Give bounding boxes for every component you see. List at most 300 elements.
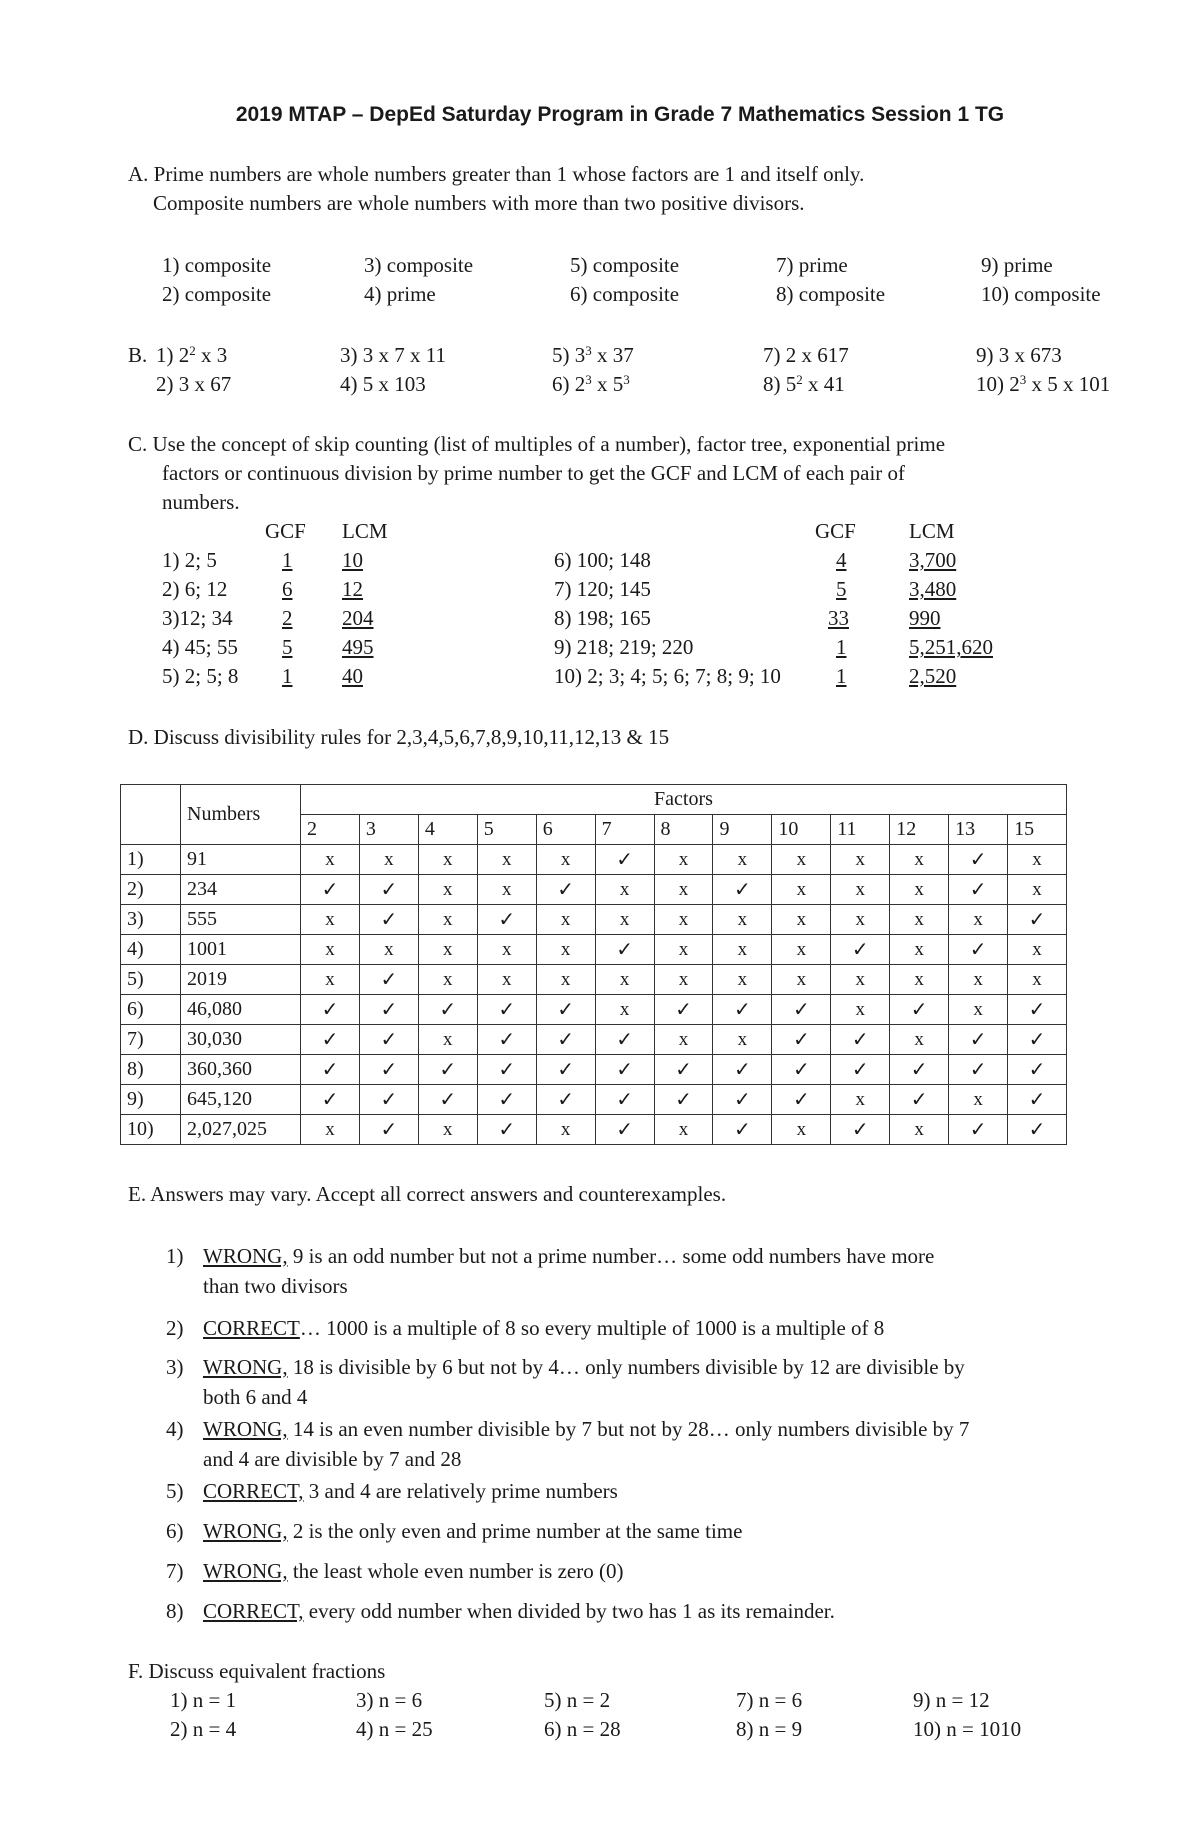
not-divisible-cell [418,1025,477,1055]
section-f-answer: 6) n = 28 [544,1717,621,1741]
check-mark-icon: ✓ [969,939,987,961]
x-mark-icon: x [619,969,630,990]
x-mark-icon: x [325,1119,335,1140]
answer-explanation-continued: both 6 and 4 [203,1385,308,1409]
section-b-answer-8: 8) $5^2$ x 41 [763,372,845,396]
lcm-value: 12 [342,577,363,601]
factor-header-cell: 2 [301,815,360,845]
divisible-check-cell [654,1055,713,1085]
gcf-question: 4) 45; 55 [162,635,238,659]
lcm-value: 990 [909,606,941,630]
divisible-check-cell [536,875,595,905]
table-row [121,1085,1067,1115]
check-mark-icon: ✓ [851,1029,869,1051]
x-mark-icon: x [560,1119,571,1140]
divisible-check-cell [359,965,418,995]
factor-header-cell: 6 [536,815,595,845]
divisible-check-cell [949,935,1008,965]
x-mark-icon: x [737,939,748,960]
check-mark-icon: ✓ [969,1029,987,1051]
not-divisible-cell [536,1115,595,1145]
section-a-answer: 6) composite [570,282,680,306]
divisibility-table [120,784,1067,1145]
divisible-check-cell [595,935,654,965]
not-divisible-cell [1008,845,1067,875]
section-b-answer-3: 3) 3 x 7 x 11 [340,343,446,367]
answer-key: WRONG, [203,1244,288,1268]
not-divisible-cell [595,875,654,905]
x-mark-icon: x [855,1089,865,1110]
not-divisible-cell [772,905,831,935]
not-divisible-cell [1008,935,1067,965]
not-divisible-cell [890,875,949,905]
x-mark-icon: x [325,849,335,870]
row-index-cell: 5) [121,965,181,995]
x-mark-icon: x [619,879,630,900]
x-mark-icon: x [855,969,865,990]
divisible-check-cell [477,1085,536,1115]
check-mark-icon: ✓ [734,879,751,901]
not-divisible-cell [418,905,477,935]
answer-key: CORRECT [203,1316,300,1340]
not-divisible-cell [418,1115,477,1145]
table-row [121,1115,1067,1145]
x-mark-icon: x [796,909,807,930]
gcf-value: 5 [282,635,293,659]
section-a-answer: 8) composite [776,282,886,306]
not-divisible-cell [301,1115,360,1145]
not-divisible-cell [418,965,477,995]
row-index-cell: 4) [121,935,181,965]
x-mark-icon: x [325,909,335,930]
section-e-item-number: 1) [166,1244,184,1268]
section-f-answer: 2) n = 4 [170,1717,237,1741]
divisible-check-cell [772,1055,831,1085]
divisible-check-cell [831,1025,890,1055]
not-divisible-cell [772,1115,831,1145]
not-divisible-cell [536,905,595,935]
divisible-check-cell [301,875,360,905]
not-divisible-cell [949,995,1008,1025]
table-row [121,965,1067,995]
check-mark-icon: ✓ [675,1089,692,1111]
section-f-answer: 5) n = 2 [544,1688,611,1712]
section-e-item [203,1516,742,1546]
x-mark-icon: x [678,969,689,990]
check-mark-icon: ✓ [734,999,751,1021]
gcf-value: 1 [282,664,293,688]
check-mark-icon: ✓ [675,999,692,1021]
not-divisible-cell [831,1085,890,1115]
not-divisible-cell [654,935,713,965]
not-divisible-cell [831,845,890,875]
x-mark-icon: x [384,849,394,870]
lcm-value: 10 [342,548,363,572]
gcf-question: 8) 198; 165 [554,606,651,630]
table-corner-cell [121,785,181,845]
divisible-check-cell [772,995,831,1025]
section-e-item-number: 5) [166,1479,184,1503]
answer-explanation-continued: than two divisors [203,1274,348,1298]
x-mark-icon: x [501,939,512,960]
divisible-check-cell [536,1085,595,1115]
divisible-check-cell [1008,995,1067,1025]
x-mark-icon: x [384,939,394,960]
check-mark-icon: ✓ [557,879,575,901]
divisible-check-cell [1008,1085,1067,1115]
not-divisible-cell [890,905,949,935]
check-mark-icon: ✓ [380,1119,398,1141]
answer-explanation-continued: and 4 are divisible by 7 and 28 [203,1447,462,1471]
section-e-intro: E. Answers may vary. Accept all correct answers and counterexamples. [128,1182,727,1206]
not-divisible-cell [890,845,949,875]
divisible-check-cell [831,1055,890,1085]
not-divisible-cell [477,965,536,995]
check-mark-icon: ✓ [498,909,516,931]
divisible-check-cell [1008,1055,1067,1085]
x-mark-icon: x [737,849,748,870]
divisible-check-cell [359,1055,418,1085]
gcf-value: 6 [282,577,293,601]
not-divisible-cell [831,875,890,905]
x-mark-icon: x [914,1119,924,1140]
section-e-item [203,1414,969,1444]
section-b-answer-9: 9) 3 x 673 [976,343,1062,367]
gcf-question: 7) 120; 145 [554,577,651,601]
check-mark-icon: ✓ [380,879,398,901]
x-mark-icon: x [443,1029,453,1050]
divisible-check-cell [1008,905,1067,935]
check-mark-icon: ✓ [439,1089,457,1111]
check-mark-icon: ✓ [910,1089,928,1111]
section-f-answer: 9) n = 12 [913,1688,990,1712]
gcf-value: 33 [828,606,849,630]
section-a-answer: 4) prime [364,282,436,306]
divisible-check-cell [1008,1025,1067,1055]
x-mark-icon: x [325,939,335,960]
gcf-question: 6) 100; 148 [554,548,651,572]
x-mark-icon: x [1032,879,1042,900]
lcm-value: 40 [342,664,363,688]
x-mark-icon: x [443,969,453,990]
row-index-cell: 9) [121,1085,181,1115]
divisible-check-cell [301,1025,360,1055]
factor-header-cell: 3 [359,815,418,845]
x-mark-icon: x [443,879,453,900]
answer-explanation: 18 is divisible by 6 but not by 4… only numbers divisible by 12 are divisible by [287,1355,965,1379]
page-title: 2019 MTAP – DepEd Saturday Program in Grade 7 Mathematics Session 1 TG [235,103,1005,126]
not-divisible-cell [713,905,772,935]
not-divisible-cell [949,1085,1008,1115]
not-divisible-cell [477,935,536,965]
x-mark-icon: x [737,1029,748,1050]
check-mark-icon: ✓ [1028,1089,1046,1111]
divisible-check-cell [713,875,772,905]
section-e-item-number: 2) [166,1316,184,1340]
factor-header-cell: 5 [477,815,536,845]
x-mark-icon: x [914,879,924,900]
not-divisible-cell [890,965,949,995]
x-mark-icon: x [914,939,924,960]
x-mark-icon: x [325,969,335,990]
table-row [121,995,1067,1025]
divisible-check-cell [890,995,949,1025]
not-divisible-cell [713,965,772,995]
answer-key: CORRECT, [203,1599,304,1623]
divisible-check-cell [595,845,654,875]
number-cell: 645,120 [181,1085,301,1115]
divisible-check-cell [359,905,418,935]
x-mark-icon: x [973,969,983,990]
check-mark-icon: ✓ [792,1089,810,1111]
section-b-answer-10: 10) $2^3$ x 5 x 101 [976,372,1111,396]
not-divisible-cell [713,935,772,965]
lcm-value: 2,520 [909,664,957,688]
lcm-header-right: LCM [909,519,955,543]
not-divisible-cell [831,905,890,935]
numbers-header: Numbers [181,785,301,845]
section-a-answer: 3) composite [364,253,474,277]
table-row [121,1025,1067,1055]
not-divisible-cell [301,935,360,965]
not-divisible-cell [359,845,418,875]
number-cell: 91 [181,845,301,875]
not-divisible-cell [772,935,831,965]
x-mark-icon: x [560,909,571,930]
divisible-check-cell [359,875,418,905]
divisible-check-cell [359,1085,418,1115]
x-mark-icon: x [855,909,865,930]
not-divisible-cell [301,965,360,995]
x-mark-icon: x [501,849,512,870]
divisible-check-cell [595,1085,654,1115]
section-e-item-number: 3) [166,1355,184,1379]
check-mark-icon: ✓ [557,1089,575,1111]
x-mark-icon: x [1032,849,1042,870]
not-divisible-cell [949,905,1008,935]
x-mark-icon: x [501,969,512,990]
x-mark-icon: x [443,909,453,930]
x-mark-icon: x [560,969,571,990]
x-mark-icon: x [737,969,748,990]
section-a-answer: 7) prime [776,253,848,277]
not-divisible-cell [595,995,654,1025]
x-mark-icon: x [1032,969,1042,990]
section-e-item [203,1596,835,1626]
x-mark-icon: x [855,849,865,870]
divisible-check-cell [654,995,713,1025]
lcm-header-left: LCM [342,519,388,543]
divisible-check-cell [595,1115,654,1145]
divisible-check-cell [713,1055,772,1085]
section-f-answer: 3) n = 6 [356,1688,423,1712]
section-b-answer-5: 5) $3^3$ x 37 [552,343,634,367]
section-c-intro-2: factors or continuous division by prime number to get the GCF and LCM of each pair of [162,461,906,485]
x-mark-icon: x [1032,939,1042,960]
check-mark-icon: ✓ [380,999,398,1021]
x-mark-icon: x [796,969,807,990]
check-mark-icon: ✓ [792,1029,810,1051]
check-mark-icon: ✓ [616,1089,633,1111]
check-mark-icon: ✓ [321,999,339,1021]
factor-header-cell: 11 [831,815,890,845]
check-mark-icon: ✓ [734,1059,751,1081]
section-e-item [203,1313,884,1343]
divisibility-table-body [121,845,1067,1145]
x-mark-icon: x [914,1029,924,1050]
check-mark-icon: ✓ [734,1119,751,1141]
divisible-check-cell [477,1025,536,1055]
check-mark-icon: ✓ [321,1059,339,1081]
check-mark-icon: ✓ [557,1059,575,1081]
factor-header-cell: 13 [949,815,1008,845]
section-e-item-number: 4) [166,1417,184,1441]
x-mark-icon: x [443,849,453,870]
x-mark-icon: x [914,969,924,990]
section-e-item-number: 8) [166,1599,184,1623]
divisible-check-cell [831,935,890,965]
not-divisible-cell [595,965,654,995]
lcm-value: 5,251,620 [909,635,993,659]
x-mark-icon: x [973,1089,983,1110]
check-mark-icon: ✓ [498,999,516,1021]
factor-header-cell: 4 [418,815,477,845]
x-mark-icon: x [678,1029,689,1050]
divisible-check-cell [477,905,536,935]
divisible-check-cell [536,1025,595,1055]
check-mark-icon: ✓ [851,939,869,961]
not-divisible-cell [654,965,713,995]
x-mark-icon: x [914,909,924,930]
check-mark-icon: ✓ [557,999,575,1021]
check-mark-icon: ✓ [1028,999,1046,1021]
x-mark-icon: x [914,849,924,870]
section-e-item [203,1556,623,1586]
x-mark-icon: x [443,939,453,960]
factor-header-cell: 10 [772,815,831,845]
check-mark-icon: ✓ [675,1059,692,1081]
divisible-check-cell [949,1025,1008,1055]
not-divisible-cell [713,1025,772,1055]
check-mark-icon: ✓ [969,849,987,871]
section-b-answer-1: 1) $2^2$ x 3 [156,343,228,367]
gcf-header-left: GCF [265,519,306,543]
x-mark-icon: x [560,849,571,870]
section-b-answer-6: 6) $2^3$ x $5^3$ [552,372,630,396]
divisible-check-cell [477,1055,536,1085]
section-a-answer: 2) composite [162,282,272,306]
x-mark-icon: x [973,909,983,930]
table-row [121,905,1067,935]
section-f-intro: F. Discuss equivalent fractions [128,1659,386,1683]
answer-explanation: every odd number when divided by two has 1 as its remainder. [303,1599,835,1623]
divisible-check-cell [831,1115,890,1145]
check-mark-icon: ✓ [380,1029,398,1051]
check-mark-icon: ✓ [1028,1029,1046,1051]
check-mark-icon: ✓ [851,1059,869,1081]
section-f-answer: 10) n = 1010 [913,1717,1022,1741]
section-c-intro-3: numbers. [162,490,240,514]
x-mark-icon: x [619,999,630,1020]
check-mark-icon: ✓ [498,1119,516,1141]
divisible-check-cell [1008,1115,1067,1145]
check-mark-icon: ✓ [1028,1059,1046,1081]
section-b-answer-4: 4) 5 x 103 [340,372,426,396]
divisible-check-cell [772,1085,831,1115]
not-divisible-cell [772,875,831,905]
divisible-check-cell [477,1115,536,1145]
not-divisible-cell [1008,875,1067,905]
x-mark-icon: x [796,849,807,870]
check-mark-icon: ✓ [1028,909,1046,931]
number-cell: 555 [181,905,301,935]
section-a-intro-1: A. Prime numbers are whole numbers greater than 1 whose factors are 1 and itself only. [128,162,865,186]
not-divisible-cell [831,995,890,1025]
factor-header-cell: 8 [654,815,713,845]
section-e-item [203,1476,618,1506]
x-mark-icon: x [796,879,807,900]
divisible-check-cell [359,1115,418,1145]
divisible-check-cell [949,875,1008,905]
table-row [121,845,1067,875]
x-mark-icon: x [678,879,689,900]
section-b-answer-2: 2) 3 x 67 [156,372,232,396]
number-cell: 30,030 [181,1025,301,1055]
divisible-check-cell [595,1055,654,1085]
section-e-item [203,1352,965,1382]
gcf-value: 1 [836,635,847,659]
section-f-answer: 7) n = 6 [736,1688,803,1712]
check-mark-icon: ✓ [969,879,987,901]
section-c-intro-1: C. Use the concept of skip counting (list of multiples of a number), factor tree, exponential prime [128,432,946,456]
divisible-check-cell [890,1055,949,1085]
divisible-check-cell [418,1055,477,1085]
answer-explanation: the least whole even number is zero (0) [287,1559,624,1583]
check-mark-icon: ✓ [616,1119,633,1141]
gcf-value: 2 [282,606,293,630]
check-mark-icon: ✓ [498,1029,516,1051]
check-mark-icon: ✓ [1028,1119,1046,1141]
row-index-cell: 1) [121,845,181,875]
divisible-check-cell [359,995,418,1025]
gcf-question: 3)12; 34 [162,606,233,630]
answer-explanation: … 1000 is a multiple of 8 so every multiple of 1000 is a multiple of 8 [299,1316,885,1340]
check-mark-icon: ✓ [616,849,633,871]
not-divisible-cell [890,1115,949,1145]
not-divisible-cell [477,875,536,905]
number-cell: 360,360 [181,1055,301,1085]
not-divisible-cell [359,935,418,965]
check-mark-icon: ✓ [910,1059,928,1081]
answer-key: WRONG, [203,1417,288,1441]
divisible-check-cell [595,1025,654,1055]
factor-header-cell: 15 [1008,815,1067,845]
lcm-value: 204 [342,606,374,630]
check-mark-icon: ✓ [321,1089,339,1111]
row-index-cell: 8) [121,1055,181,1085]
divisible-check-cell [477,995,536,1025]
table-row [121,1055,1067,1085]
check-mark-icon: ✓ [498,1059,516,1081]
x-mark-icon: x [973,999,983,1020]
section-a-answer: 5) composite [570,253,680,277]
divisible-check-cell [418,995,477,1025]
check-mark-icon: ✓ [380,909,398,931]
gcf-value: 1 [282,548,293,572]
divisible-check-cell [359,1025,418,1055]
answer-explanation: 9 is an odd number but not a prime number… some odd numbers have more [287,1244,935,1268]
section-d-intro: D. Discuss divisibility rules for 2,3,4,5,6,7,8,9,10,11,12,13 & 15 [128,725,670,749]
